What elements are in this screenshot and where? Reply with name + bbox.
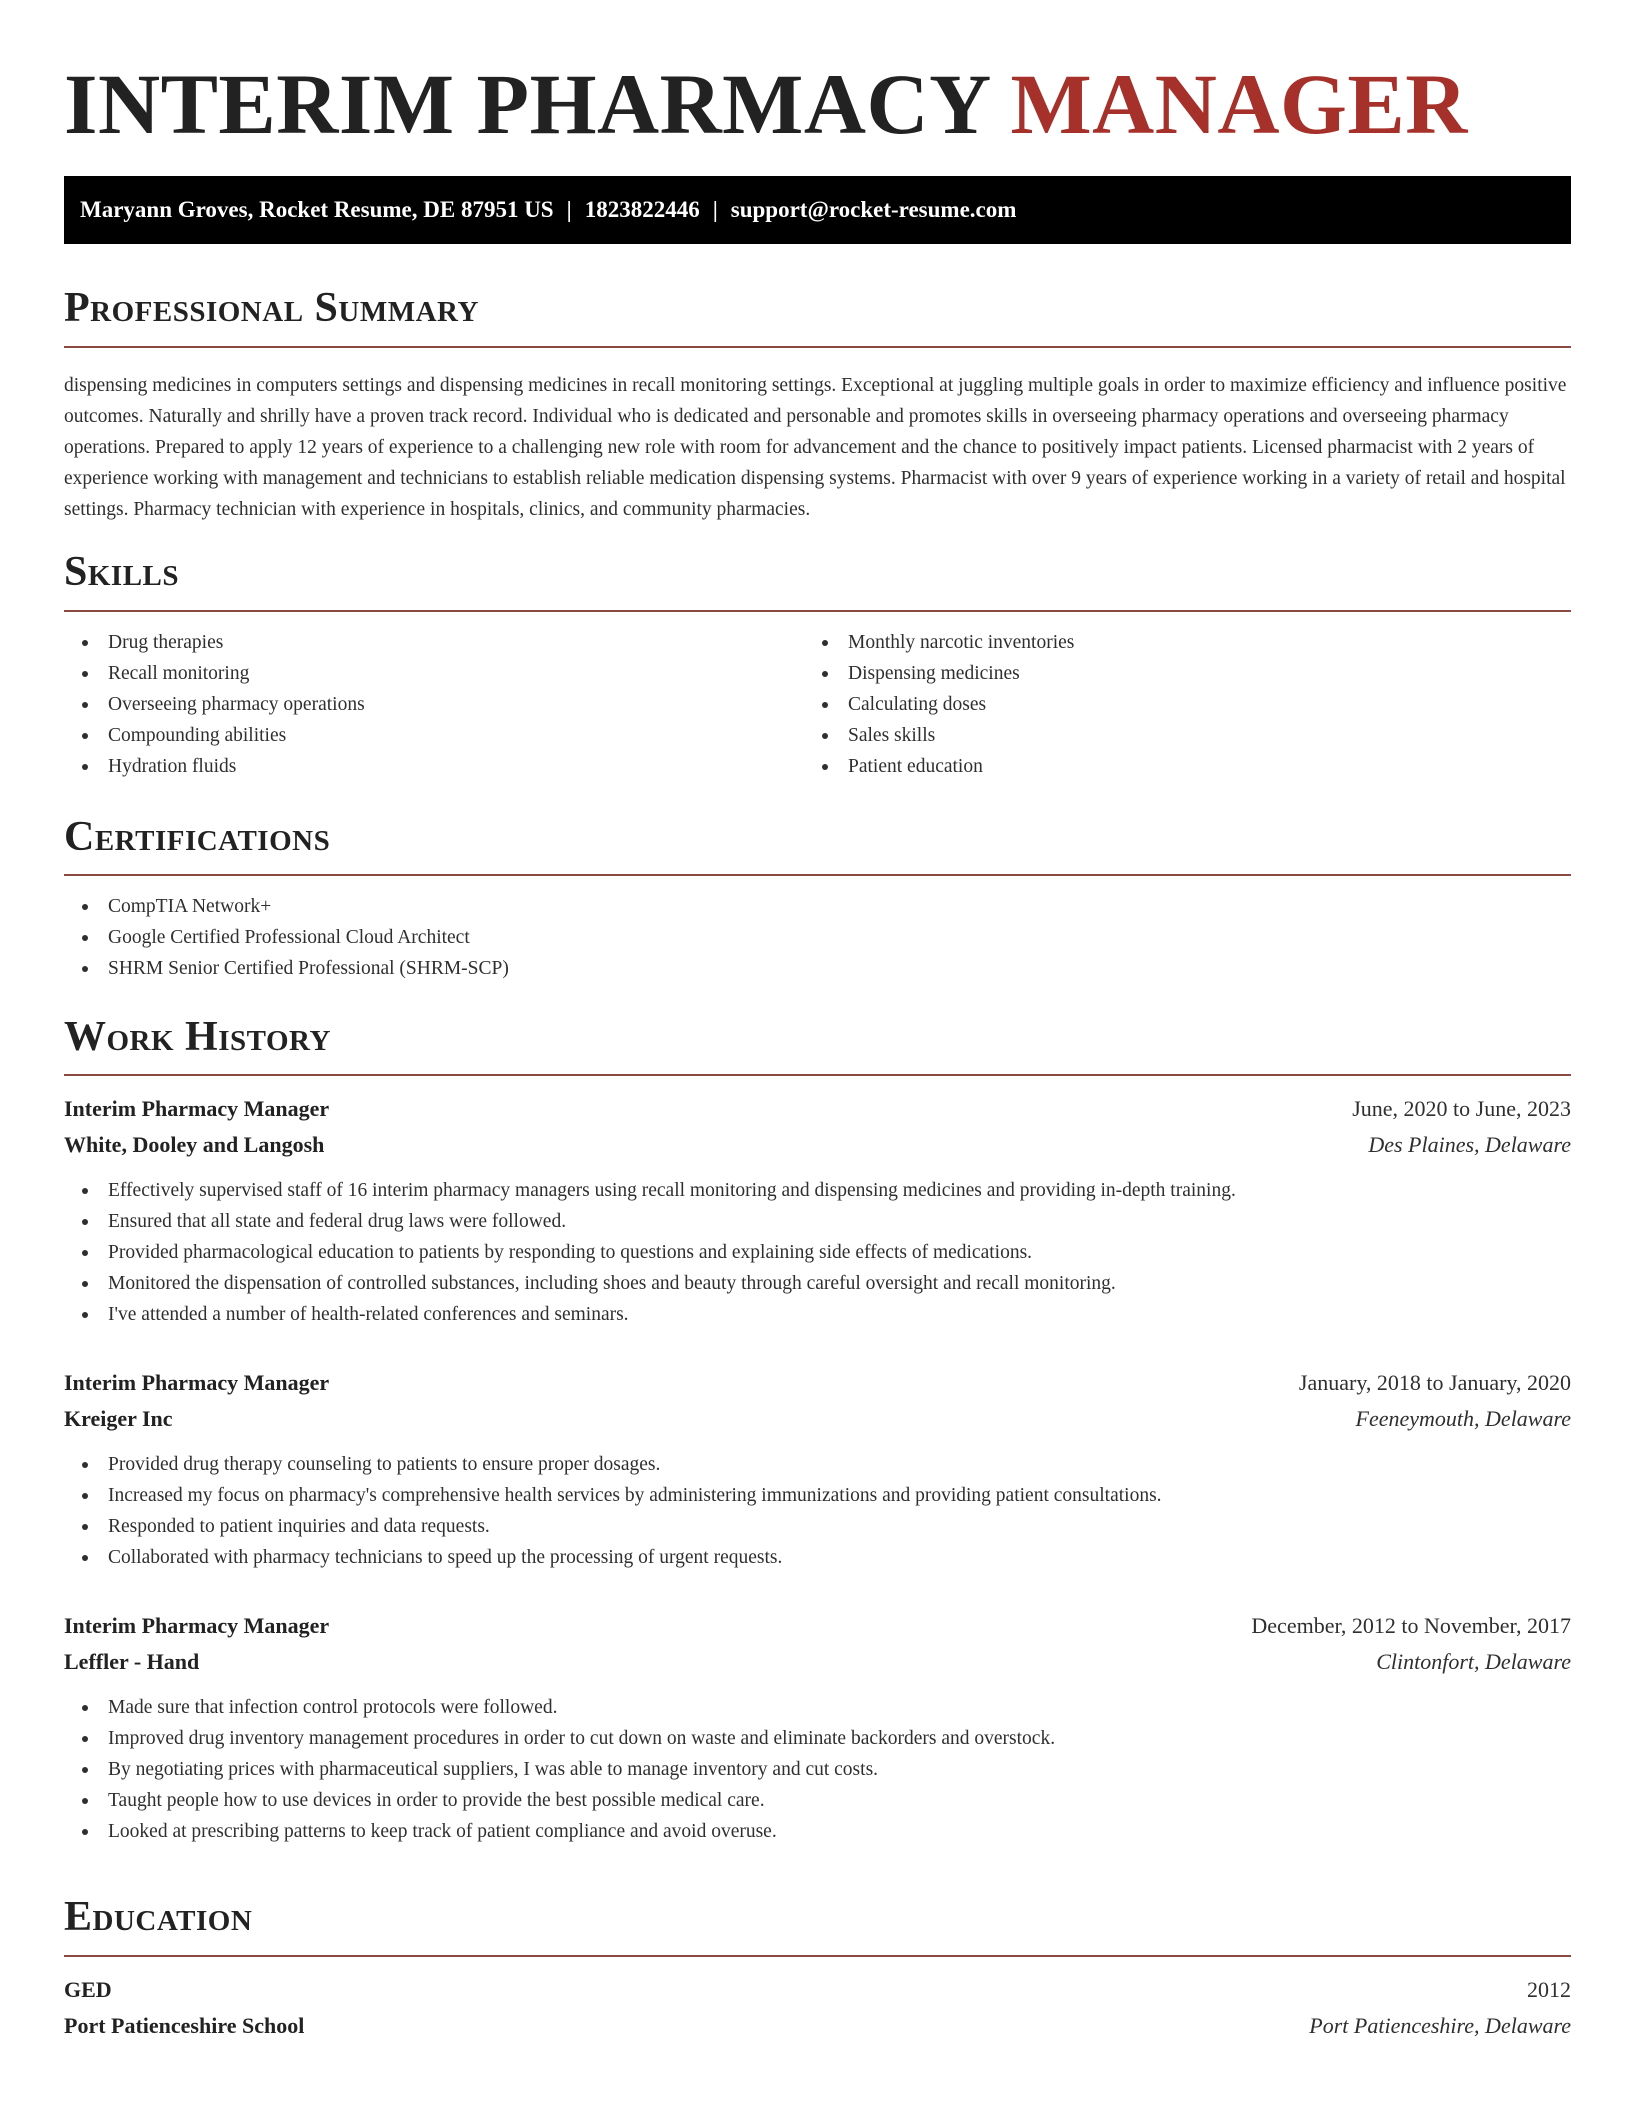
job-company: White, Dooley and Langosh [64,1132,325,1157]
job-dates: January, 2018 to January, 2020 [1298,1370,1571,1395]
job-title-row [64,1608,1571,1644]
education-degree-row [64,1972,1571,2008]
title-accent: MANAGER [1010,56,1468,152]
job-duty-item: Increased my focus on pharmacy's comprehensive health services by administering immunizations and providing patient consultations. [64,1480,1162,1511]
certification-item: SHRM Senior Certified Professional (SHRM-SCP) [64,953,509,984]
job-duty-item: Ensured that all state and federal drug laws were followed. [64,1206,1236,1237]
section-divider [64,874,1571,876]
skills-list-right [804,627,1074,782]
certification-item: Google Certified Professional Cloud Architect [64,922,509,953]
contact-address: Maryann Groves, Rocket Resume, DE 87951 US [80,197,554,222]
certifications-list [64,891,509,984]
job-duty-item: Monitored the dispensation of controlled substances, including shoes and beauty through careful oversight and recall monitoring. [64,1268,1236,1299]
education-school-row [64,2008,1571,2044]
job-title: Interim Pharmacy Manager [64,1096,330,1121]
job-company: Kreiger Inc [64,1406,173,1431]
skill-item: Overseeing pharmacy operations [64,689,365,720]
contact-phone[interactable]: 1823822446 [584,197,700,222]
summary-text: dispensing medicines in computers settings and dispensing medicines in recall monitoring settings. Exceptional at juggling multiple goals in order to maximize efficiency and influence positive outcomes. Naturally and shrilly have a proven track record. Individual who is dedicated and personable and promotes skills in overseeing pharmacy operations and overseeing pharmacy operations. Prepared to apply 12 years of experience to a challenging new role with room for advancement and the chance to positively impact patients. Licensed pharmacist with 2 years of experience working with management and technicians to establish reliable medication dispensing systems. Pharmacist with over 9 years of experience working in a variety of retail and hospital settings. Pharmacy technician with experience in hospitals, clinics, and community pharmacies. [64,375,1567,520]
job-duty-item: Provided drug therapy counseling to patients to ensure proper dosages. [64,1449,1162,1480]
summary-heading: Professional Summary [64,285,479,331]
section-divider [64,610,1571,612]
job-duty-item: Provided pharmacological education to patients by responding to questions and explaining side effects of medications. [64,1237,1236,1268]
job-duties-list [64,1692,1055,1847]
resume-title [64,58,1468,150]
job-duty-item: By negotiating prices with pharmaceutical suppliers, I was able to manage inventory and cut costs. [64,1754,1055,1785]
skill-item: Patient education [804,751,1074,782]
job-duty-item: Improved drug inventory management procedures in order to cut down on waste and eliminate backorders and overstock. [64,1723,1055,1754]
job-title: Interim Pharmacy Manager [64,1370,330,1395]
job-duties-list [64,1175,1236,1330]
contact-bar [64,176,1571,244]
job-location: Feeneymouth, Delaware [1355,1406,1571,1431]
education-year: 2012 [1527,1977,1571,2002]
job-title-row [64,1365,1571,1401]
certification-item: CompTIA Network+ [64,891,509,922]
job-dates: December, 2012 to November, 2017 [1251,1613,1571,1638]
skill-item: Compounding abilities [64,720,365,751]
job-duty-item: Taught people how to use devices in order to provide the best possible medical care. [64,1785,1055,1816]
education-location: Port Patienceshire, Delaware [1309,2013,1571,2038]
job-location: Clintonfort, Delaware [1376,1649,1571,1674]
job-duties-list [64,1449,1162,1573]
skill-item: Monthly narcotic inventories [804,627,1074,658]
contact-separator: | [712,197,718,222]
job-title-row [64,1091,1571,1127]
title-main: INTERIM PHARMACY [64,56,989,152]
job-company-row [64,1401,1571,1437]
job-company-row [64,1644,1571,1680]
job-title: Interim Pharmacy Manager [64,1613,330,1638]
certifications-heading: Certifications [64,814,331,860]
job-location: Des Plaines, Delaware [1368,1132,1571,1157]
contact-separator: | [566,197,572,222]
education-degree: GED [64,1977,112,2002]
work-history-heading: Work History [64,1014,331,1060]
section-divider [64,1074,1571,1076]
skill-item: Recall monitoring [64,658,365,689]
job-duty-item: Collaborated with pharmacy technicians to speed up the processing of urgent requests. [64,1542,1162,1573]
skill-item: Hydration fluids [64,751,365,782]
job-duty-item: Looked at prescribing patterns to keep track of patient compliance and avoid overuse. [64,1816,1055,1847]
job-company: Leffler - Hand [64,1649,200,1674]
job-duty-item: Effectively supervised staff of 16 interim pharmacy managers using recall monitoring and dispensing medicines and providing in-depth training. [64,1175,1236,1206]
skill-item: Sales skills [804,720,1074,751]
job-duty-item: I've attended a number of health-related conferences and seminars. [64,1299,1236,1330]
job-duty-item: Made sure that infection control protocols were followed. [64,1692,1055,1723]
skill-item: Drug therapies [64,627,365,658]
education-heading: Education [64,1894,253,1940]
skill-item: Calculating doses [804,689,1074,720]
education-school: Port Patienceshire School [64,2013,305,2038]
contact-email[interactable]: support@rocket-resume.com [730,197,1017,222]
section-divider [64,346,1571,348]
job-duty-item: Responded to patient inquiries and data requests. [64,1511,1162,1542]
skills-heading: Skills [64,549,180,595]
skill-item: Dispensing medicines [804,658,1074,689]
skills-list-left [64,627,365,782]
job-company-row [64,1127,1571,1163]
job-dates: June, 2020 to June, 2023 [1352,1096,1571,1121]
section-divider [64,1955,1571,1957]
